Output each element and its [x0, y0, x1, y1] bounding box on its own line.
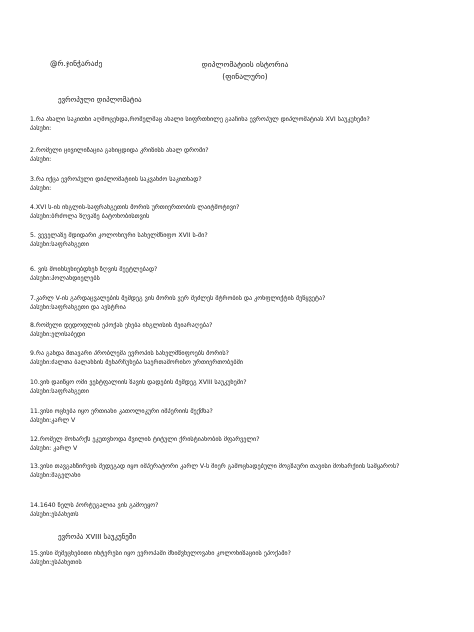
answer: პასუხი:ჰოლანდიელებს — [30, 274, 100, 282]
question: 15.ვისი შემეცნებითი ინტერესი იყო ევროპაში მნიშვნელოვანი კოლონიზაციის ეპოქაში? — [30, 550, 291, 557]
question: 2.რომელი ცივილიზაცია განიცდიდა კრიზისს ახალ დროში? — [30, 147, 209, 154]
qa-item — [30, 116, 460, 133]
question: 1.რა ახალი საკითხი აღმოცენდა,რომელმაც ახალი სიფრთხილე გააჩინა ევროპულ დიპლომატიას XVI საუკუნეში? — [30, 116, 370, 123]
qa-item — [30, 322, 460, 339]
answer: პასუხი:კარლ V — [30, 416, 76, 424]
section-heading: ევროპა XVIII საუკუნეში — [58, 533, 137, 541]
qa-item — [30, 147, 460, 164]
question: 8.რომელი დედოფლის ეპოქას ეხება ინგლისის შეიარაღება? — [30, 322, 213, 329]
answer: პასუხი: — [30, 155, 52, 163]
answer: პასუხი:ესპანეთს — [30, 510, 79, 518]
document-subtitle: (ფინალური) — [222, 72, 268, 81]
question: 7.კარლ V-ის გარდაცვალების შემდეგ ვის შორის ვერ შეძლეს მტრობის და კონფლიქტის შეწყვეტა? — [30, 295, 326, 302]
qa-item — [30, 463, 460, 480]
qa-item — [30, 502, 460, 519]
answer: პასუხი:საფრანგეთი და ავსტრია — [30, 303, 126, 311]
qa-item — [30, 266, 460, 283]
answer: პასუხი:მაგელანი — [30, 471, 81, 479]
question: 14.1640 წელს პორტუგალია ვის გამოეყო? — [30, 502, 159, 509]
question: 12.რომელ მონარქს ეკუთვნოდა შვილის ტიტული ქრისტიანობის მფარველი? — [30, 436, 260, 443]
answer: პასუხი:ელისაბედი — [30, 330, 86, 338]
qa-item — [30, 204, 460, 221]
qa-item — [30, 295, 460, 312]
document-title: დიპლომატიის ისტორია — [201, 60, 289, 69]
question: 11.ვისი ოცნება იყო ერთიანი კათოლიკური იმპერიის შექმნა? — [30, 408, 213, 415]
question: 5. ვეველაზე მდიდარი კოლონიური სახელმწიფო XVII ს-ში? — [30, 232, 208, 239]
answer: პასუხი:ბრძოლა ზღვაზე ბატონობისთვის — [30, 212, 150, 220]
answer: პასუხი:საფრანგეთი — [30, 240, 89, 248]
answer: პასუხი: — [30, 124, 52, 132]
author-name: @რ.ჯინჭარაძე — [50, 59, 103, 68]
qa-item — [30, 350, 460, 367]
qa-item — [30, 408, 460, 425]
answer: პასუხი: კარლ V — [30, 444, 78, 452]
section-heading: ევროპული დიპლომატია — [58, 96, 142, 104]
qa-item — [30, 379, 460, 396]
question: 9.რა გახდა მთავარი პრობლემა ევროპის სახელმწიფოებს შორის? — [30, 350, 229, 357]
question: 6. ვის მოიხსენიებდნენ ზღვის მეეტლებად? — [30, 266, 158, 273]
qa-item — [30, 176, 460, 193]
document-header — [160, 59, 330, 83]
answer: პასუხი:ესპანეთის — [30, 558, 82, 566]
answer: პასუხი:საფრანგეთი — [30, 387, 89, 395]
question: 10.ვინ დაიწყო ომი ვესტფალიის ზავის დადების შემდეგ XVIII საუკუნეში? — [30, 379, 247, 386]
question: 4.XVI ს-ის ინგლის-საფრანგეთის შორის ურთიერთობის ლაიტმოტივი? — [30, 204, 240, 211]
question: 3.რა იქცა ევროპული დიპლომატიის საკვანძო საკითხად? — [30, 176, 202, 183]
answer: პასუხი:ძალთა ბალანსის შენარჩუნება საერთაშორისო ურთიერთობებში — [30, 358, 243, 366]
qa-item — [30, 232, 460, 249]
qa-item — [30, 550, 460, 567]
question: 13.ვისი თავგანწირვის შედეგად იყო იმპერატორი კარლ V-ს მიერ გამოცხადებული მოგზაური თავისი მონარქიის სამყაროს? — [30, 463, 400, 470]
answer: პასუხი: — [30, 184, 52, 192]
qa-item — [30, 436, 460, 453]
